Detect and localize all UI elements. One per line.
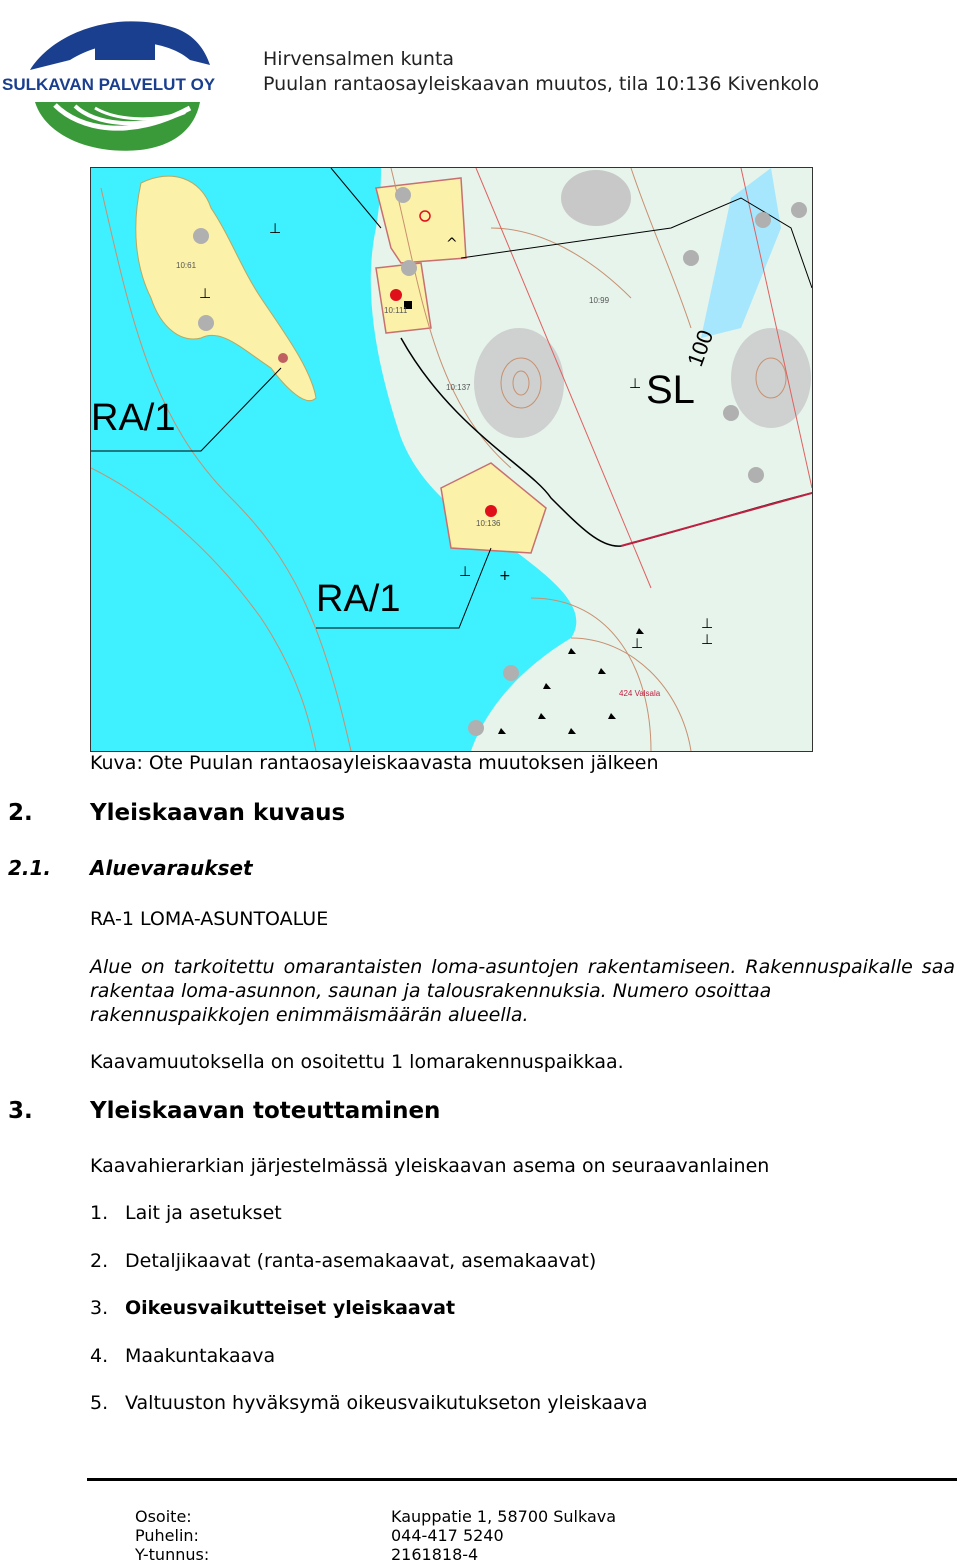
svg-text:⊥: ⊥ [629,376,642,392]
header-plan-title: Puulan rantaosayleiskaavan muutos, tila 10:136 Kivenkolo [263,73,820,95]
hierarchy-item-number: 3. [90,1297,109,1319]
section-2-number: 2. [8,800,33,826]
footer-business-id-value: 2161818-4 [391,1545,479,1564]
hierarchy-item [90,1250,596,1272]
footer-phone-value: 044-417 5240 [391,1526,504,1545]
hierarchy-item-number: 2. [90,1250,109,1272]
footer-divider [87,1478,957,1481]
footer-business-id-label: Y-tunnus: [135,1545,210,1564]
hierarchy-item-text: Maakuntakaava [125,1345,276,1367]
hierarchy-item [90,1345,275,1367]
footer-address-label: Osoite: [135,1507,192,1526]
ra1-heading: RA-1 LOMA-ASUNTOALUE [90,908,329,930]
svg-text:⊥: ⊥ [459,564,472,580]
svg-text:⊥: ⊥ [199,286,212,302]
plan-map-graphic [91,168,812,751]
svg-text:^: ^ [446,236,458,252]
svg-text:+: + [499,568,511,584]
footer-address-value: Kauppatie 1, 58700 Sulkava [391,1507,617,1526]
svg-text:⊥: ⊥ [701,616,714,632]
svg-text:⊥: ⊥ [269,221,282,237]
svg-text:100: 100 [682,326,719,370]
hierarchy-item [90,1202,282,1224]
section-3-title: Yleiskaavan toteuttaminen [90,1098,441,1124]
hierarchy-item [90,1392,648,1414]
hierarchy-item-number: 5. [90,1392,109,1414]
svg-text:10:111: 10:111 [384,306,408,315]
company-logo [0,10,235,160]
header-municipality: Hirvensalmen kunta [263,48,455,70]
svg-text:424 Valsala: 424 Valsala [619,689,661,698]
section-2-1-title: Aluevaraukset [90,856,253,880]
svg-text:SULKAVAN PALVELUT OY: SULKAVAN PALVELUT OY [2,75,216,94]
svg-text:10:61: 10:61 [176,261,197,270]
hierarchy-item-number: 4. [90,1345,109,1367]
ra1-description-last: rakennuspaikkojen enimmäismäärän alueella. [90,1004,529,1026]
ra1-description [90,955,955,1027]
hierarchy-item [90,1297,455,1319]
hierarchy-item-text: Valtuuston hyväksymä oikeusvaikutukseton yleiskaava [125,1392,648,1414]
svg-text:RA/1: RA/1 [91,397,176,439]
hierarchy-item-number: 1. [90,1202,109,1224]
hierarchy-item-text-highlighted: Oikeusvaikutteiset yleiskaavat [125,1297,456,1319]
map-caption: Kuva: Ote Puulan rantaosayleiskaavasta muutoksen jälkeen [90,752,659,774]
hierarchy-intro: Kaavahierarkian järjestelmässä yleiskaavan asema on seuraavanlainen [90,1155,770,1177]
svg-text:⊥: ⊥ [631,636,644,652]
logo-graphic [0,10,235,160]
svg-text:10:99: 10:99 [589,296,610,305]
hierarchy-item-text: Lait ja asetukset [125,1202,282,1224]
ra1-description-main: Alue on tarkoitettu omarantaisten loma-asuntojen rakentamiseen. Rakennuspaikalle saa rakentaa loma-asunnon, saunan ja talousrakennuksia. Numero osoittaa [90,956,955,1002]
footer-phone-label: Puhelin: [135,1526,199,1545]
hierarchy-item-text: Detaljikaavat (ranta-asemakaavat, asemakaavat) [125,1250,597,1272]
svg-text:10:137: 10:137 [446,383,471,392]
plan-map [90,167,813,752]
ra1-note: Kaavamuutoksella on osoitettu 1 lomarakennuspaikkaa. [90,1051,624,1073]
svg-text:RA/1: RA/1 [316,578,401,620]
svg-text:10:136: 10:136 [476,519,501,528]
section-2-title: Yleiskaavan kuvaus [90,800,346,826]
svg-text:⊥: ⊥ [701,632,714,648]
svg-text:SL: SL [646,368,695,412]
section-3-number: 3. [8,1098,33,1124]
section-2-1-number: 2.1. [8,856,52,880]
